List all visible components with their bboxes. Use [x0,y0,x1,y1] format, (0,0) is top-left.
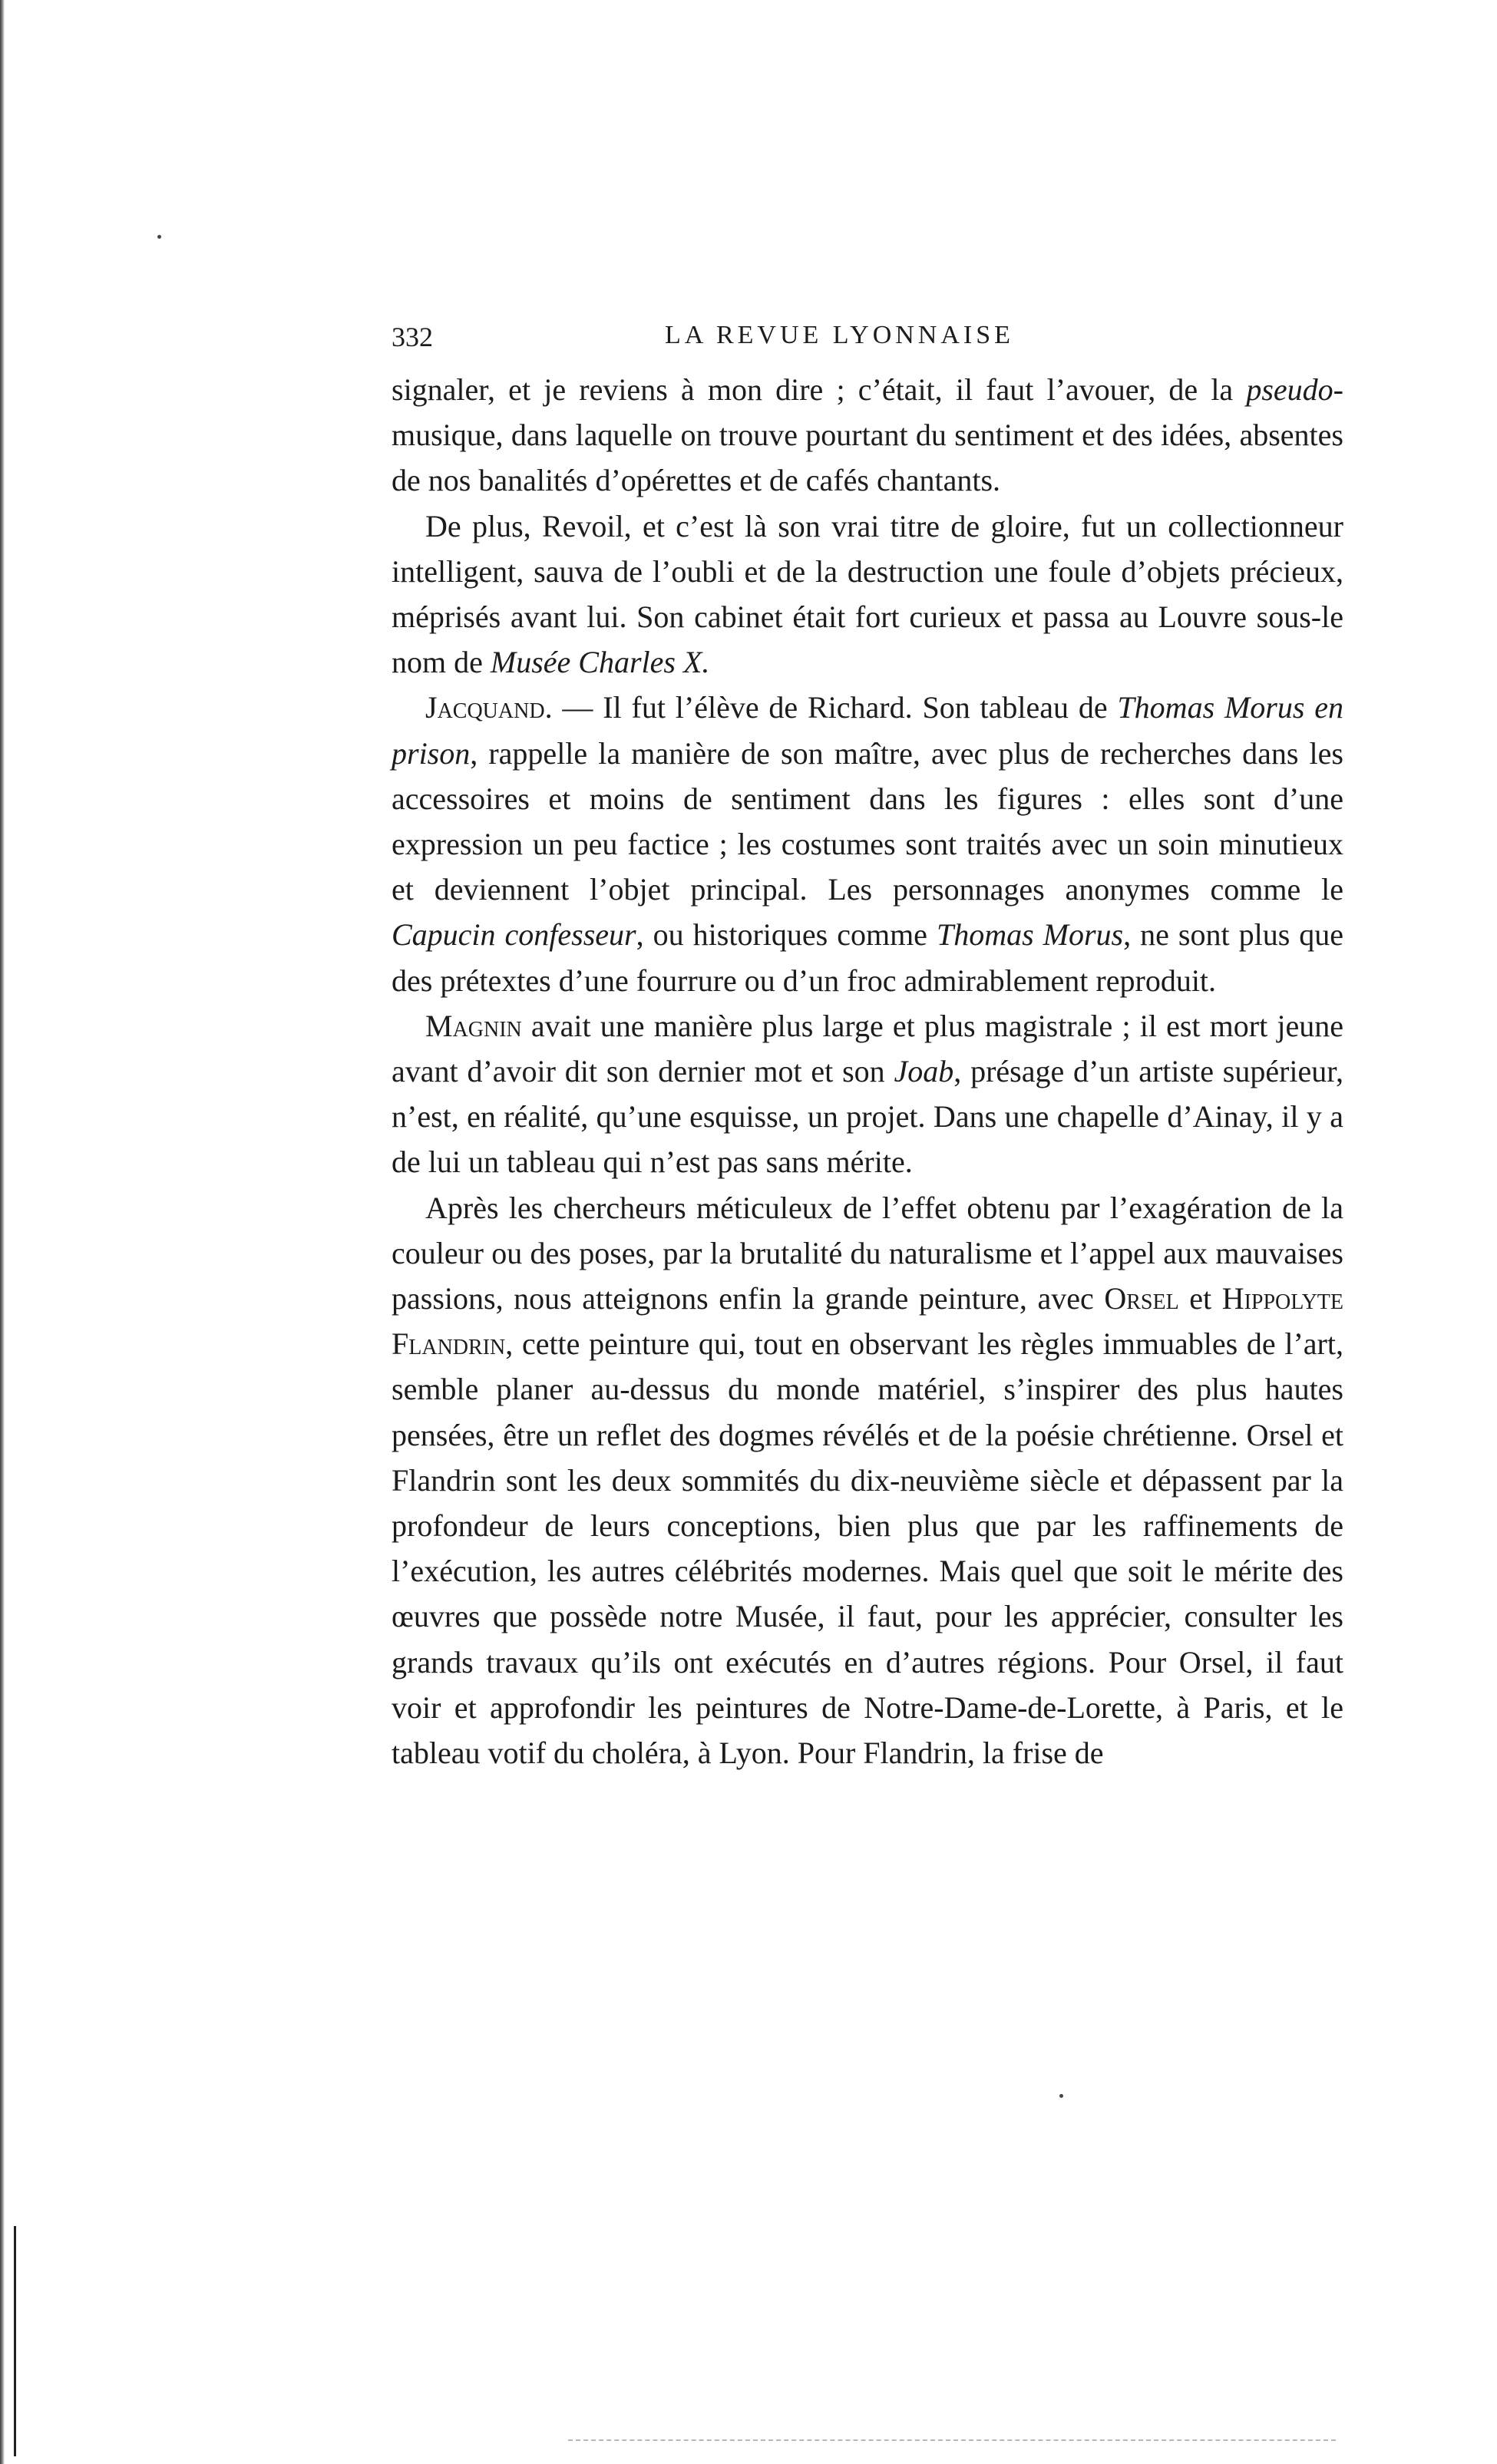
text-run: De plus, Revoil, et c’est là son vrai titre de gloire, fut un collectionneur intelligent, sauva de l’oubli et de la destruction une foule d’objets précieux, méprisés avant lui. Son cabinet était fort curieux et passa au Louvre sous-le nom de [392,508,1343,680]
paragraph [392,1185,1343,1776]
text-run: et [1178,1281,1222,1316]
small-caps-name: Hippolyte Flandrin [392,1281,1343,1362]
small-caps-name: Magnin [425,1008,522,1043]
italic-text: Thomas Morus [936,917,1124,953]
italic-text: Joab [894,1054,954,1089]
paragraph [392,685,1343,1002]
binding-margin-mark [14,2226,18,2456]
paragraph [392,1003,1343,1185]
stray-dot [1059,2094,1063,2098]
page-header [392,321,1343,359]
text-run: , cette peinture qui, tout en observant les règles immuables de l’art, semble planer au-dessus du monde matériel, s’inspirer des plus hautes pensées, être un reflet des dogmes révélés et de la poésie chrétienne. Orsel et Flandrin sont les deux sommités du dix-neuvième siècle et dépassent par la profondeur de leurs conceptions, bien plus que par les raffinements de l’exécution, les autres célébrités modernes. Mais quel que soit le mérite des œuvres que possède notre Musée, il faut, pour les apprécier, consulter les grands travaux qu’ils ont exécutés en d’autres régions. Pour Orsel, il faut voir et approfondir les peintures de Notre-Dame-de-Lorette, à Paris, et le tableau votif du choléra, à Lyon. Pour Flandrin, la frise de [392,1326,1343,1771]
text-run: . — Il fut l’élève de Richard. Son tableau de [544,690,1118,725]
body-text [392,367,1343,1775]
italic-text: pseudo [1246,372,1333,407]
text-run: , ou historiques comme [636,917,937,953]
text-run: Après les chercheurs méticuleux de l’effet obtenu par l’exagération de la couleur ou des poses, par la brutalité du naturalisme et l’appel aux mauvaises passions, nous atteignons enfin la grande peinture, avec [392,1190,1343,1316]
stray-dot [157,235,161,239]
text-run: signaler, et je reviens à mon dire ; c’était, il faut l’avouer, de la [392,372,1247,407]
page-number: 332 [392,322,433,352]
text-run: -musique, dans laquelle on trouve pourtant du sentiment et des idées, absentes de nos banalités d’opérettes et de cafés chantants. [392,372,1343,498]
small-caps-name: Orsel [1104,1281,1179,1316]
running-title: LA REVUE LYONNAISE [665,321,1014,349]
paragraph [392,367,1343,504]
text-run: , présage d’un artiste supérieur, n’est, en réalité, qu’une esquisse, un projet. Dans une chapelle d’Ainay, il y a de lui un tableau qui n’est pas sans mérite. [392,1054,1343,1180]
small-caps-name: Jacquand [425,690,545,725]
text-run: avait une manière plus large et plus magistrale ; il est mort jeune avant d’avoir dit son dernier mot et son [392,1008,1343,1089]
bottom-print-rule [568,2439,1336,2443]
paragraph [392,504,1343,685]
italic-text: Thomas Morus en prison [392,690,1344,771]
italic-text: Musée Charles X. [490,645,710,680]
text-run: , rappelle la manière de son maître, avec plus de recherches dans les accessoires et moins de sentiment dans les figures : elles sont d’une expression un peu factice ; les costumes sont traités avec un soin minutieux et deviennent l’objet principal. Les personnages anonymes comme le [392,735,1343,907]
italic-text: Capucin confesseur [392,917,636,953]
text-run: , ne sont plus que des prétextes d’une fourrure ou d’un froc admirablement reproduit. [392,917,1344,998]
page-left-edge [0,0,5,2464]
